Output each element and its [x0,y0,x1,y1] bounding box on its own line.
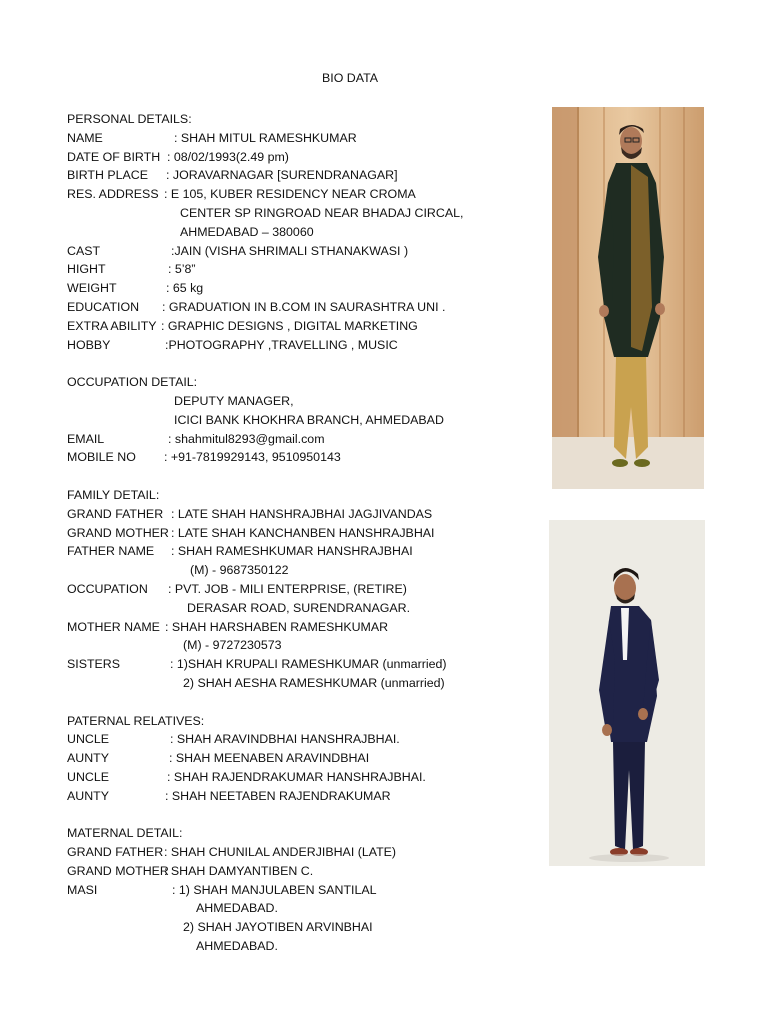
row-address: RES. ADDRESS : E 105, KUBER RESIDENCY NEAR CROMA [67,187,416,202]
profile-photo-sherwani [552,107,704,489]
row-dob: DATE OF BIRTH : 08/02/1993(2.49 pm) [67,149,289,164]
row-father-mobile: (M) - 9687350122 [190,563,289,578]
section-heading-personal: PERSONAL DETAILS: [67,112,192,126]
row-height: HIGHT : 5’8” [67,262,196,277]
row-occupation-branch: ICICI BANK KHOKHRA BRANCH, AHMEDABAD [174,412,444,427]
row-father-occupation: OCCUPATION : PVT. JOB - MILI ENTERPRISE, (RETIRE) [67,581,407,596]
row-maternal-grand-mother: GRAND MOTHER : SHAH DAMYANTIBEN C. [67,863,314,878]
row-occupation-title: DEPUTY MANAGER, [174,393,294,408]
row-address-city: AHMEDABAD – 380060 [180,224,314,239]
row-grand-father: GRAND FATHER : LATE SHAH HANSHRAJBHAI JAGJIVANDAS [67,506,433,521]
document-title: BIO DATA [322,71,378,85]
profile-photo-sherwani-drawing [552,107,704,489]
row-father-occupation-place: DERASAR ROAD, SURENDRANAGAR. [187,600,411,615]
row-cast: CAST :JAIN (VISHA SHRIMALI STHANAKWASI ) [67,243,409,258]
row-paternal-uncle-2: UNCLE : SHAH RAJENDRAKUMAR HANSHRAJBHAI. [67,769,426,784]
row-mother-name: MOTHER NAME : SHAH HARSHABEN RAMESHKUMAR [67,619,389,634]
profile-photo-suit-drawing [549,520,705,866]
row-masi-2-city: AHMEDABAD. [196,939,278,954]
row-sister-2: 2) SHAH AESHA RAMESHKUMAR (unmarried) [183,675,445,690]
row-weight: WEIGHT : 65 kg [67,281,204,296]
row-address-cont: CENTER SP RINGROAD NEAR BHADAJ CIRCAL, [180,205,464,220]
row-father-name: FATHER NAME : SHAH RAMESHKUMAR HANSHRAJBHAI [67,544,413,559]
row-grand-mother: GRAND MOTHER : LATE SHAH KANCHANBEN HANSHRAJBHAI [67,525,435,540]
row-paternal-aunty-1: AUNTY : SHAH MEENABEN ARAVINDBHAI [67,751,370,766]
profile-photo-suit [549,520,705,866]
row-birthplace: BIRTH PLACE : JORAVARNAGAR [SURENDRANAGAR] [67,168,398,183]
bio-data-body [67,110,537,956]
row-masi-1-city: AHMEDABAD. [196,901,278,916]
row-masi-2: 2) SHAH JAYOTIBEN ARVINBHAI [183,920,373,935]
row-masi-1: MASI : 1) SHAH MANJULABEN SANTILAL [67,882,377,897]
row-email: EMAIL : shahmitul8293@gmail.com [67,431,325,446]
section-heading-maternal: MATERNAL DETAIL: [67,826,183,841]
row-mother-mobile: (M) - 9727230573 [183,638,282,653]
row-extra-ability: EXTRA ABILITY : GRAPHIC DESIGNS , DIGITAL MARKETING [67,318,418,333]
row-name: NAME : SHAH MITUL RAMESHKUMAR [67,130,357,145]
section-heading-occupation: OCCUPATION DETAIL: [67,375,198,390]
row-paternal-uncle-1: UNCLE : SHAH ARAVINDBHAI HANSHRAJBHAI. [67,732,400,747]
row-paternal-aunty-2: AUNTY : SHAH NEETABEN RAJENDRAKUMAR [67,788,391,803]
row-education: EDUCATION : GRADUATION IN B.COM IN SAURASHTRA UNI . [67,299,446,314]
row-mobile: MOBILE NO : +91-7819929143, 9510950143 [67,450,341,465]
row-sisters: SISTERS : 1)SHAH KRUPALI RAMESHKUMAR (unmarried) [67,657,447,672]
section-heading-paternal: PATERNAL RELATIVES: [67,713,205,728]
row-maternal-grand-father: GRAND FATHER : SHAH CHUNILAL ANDERJIBHAI (LATE) [67,845,397,860]
section-heading-family: FAMILY DETAIL: [67,487,160,502]
row-hobby: HOBBY :PHOTOGRAPHY ,TRAVELLING , MUSIC [67,337,398,352]
